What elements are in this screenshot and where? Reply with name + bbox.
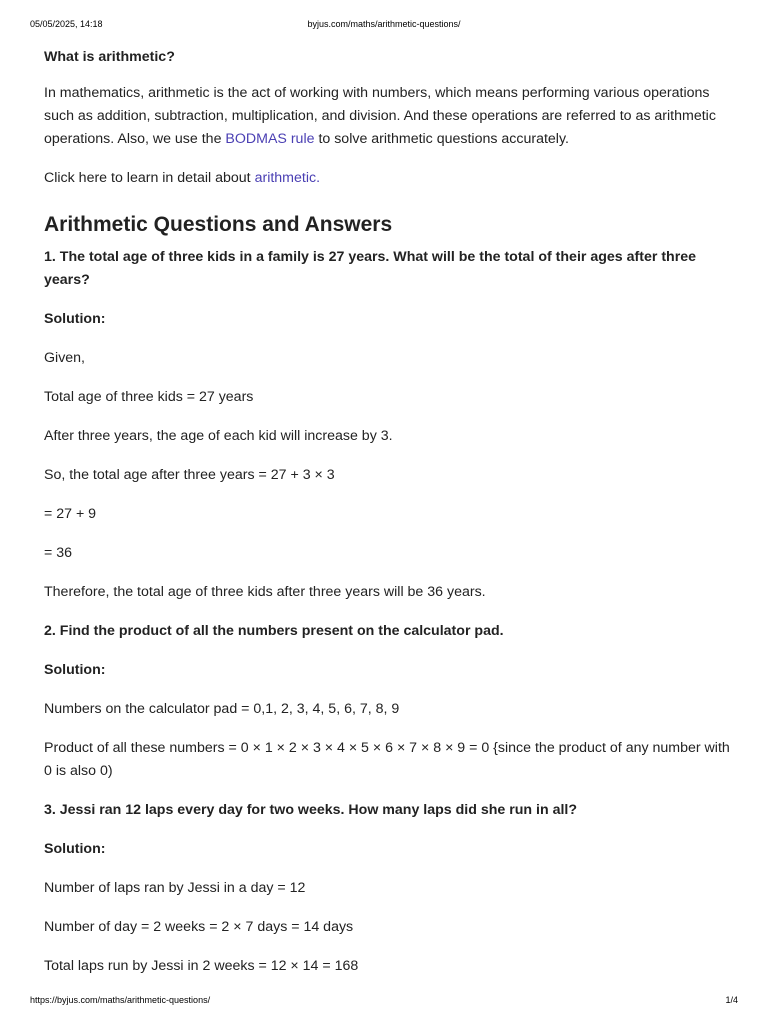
question-1: 1. The total age of three kids in a family is 27 years. What will be the total of their ages after three years? [44, 249, 697, 288]
q3-step: Total laps run by Jessi in 2 weeks = 12 × 14 = 168 [44, 958, 359, 974]
q3-step: Number of day = 2 weeks = 2 × 7 days = 14 days [44, 919, 354, 935]
q1-solution-label: Solution: [44, 311, 106, 327]
q2-step: Numbers on the calculator pad = 0,1, 2, 3, 4, 5, 6, 7, 8, 9 [44, 701, 400, 717]
arithmetic-link[interactable]: arithmetic [254, 170, 317, 186]
learn-more-prefix: Click here to learn in detail about [44, 170, 255, 186]
section-title: Arithmetic Questions and Answers [44, 213, 393, 236]
q2-solution-label: Solution: [44, 662, 106, 678]
question-3: 3. Jessi ran 12 laps every day for two weeks. How many laps did she run in all? [44, 802, 578, 818]
learn-more-line [44, 167, 734, 190]
q1-step: Total age of three kids = 27 years [44, 389, 254, 405]
print-footer [0, 995, 768, 1007]
print-header [0, 19, 768, 31]
learn-more-suffix: . [316, 170, 321, 186]
print-full-url: https://byjus.com/maths/arithmetic-questions/ [30, 995, 211, 1005]
print-page-url: byjus.com/maths/arithmetic-questions/ [307, 19, 461, 29]
intro-paragraph [44, 82, 734, 151]
bodmas-rule-link[interactable]: BODMAS rule [225, 131, 315, 147]
q1-step: Therefore, the total age of three kids after three years will be 36 years. [44, 584, 486, 600]
q1-step: Given, [44, 350, 86, 366]
q1-step: So, the total age after three years = 27 + 3 × 3 [44, 467, 335, 483]
intro-heading: What is arithmetic? [44, 49, 175, 65]
q2-step: Product of all these numbers = 0 × 1 × 2 × 3 × 4 × 5 × 6 × 7 × 8 × 9 = 0 {since the product of any number with 0 is also 0) [44, 740, 730, 779]
question-2: 2. Find the product of all the numbers present on the calculator pad. [44, 623, 504, 639]
intro-text-after-link: to solve arithmetic questions accurately. [314, 131, 569, 147]
q3-step: Number of laps ran by Jessi in a day = 12 [44, 880, 306, 896]
article-content [44, 46, 734, 994]
q3-solution-label: Solution: [44, 841, 106, 857]
intro-text-before-link: In mathematics, arithmetic is the act of working with numbers, which means performing various operations such as addition, subtraction, multiplication, and division. And these operations are referred to as arithmetic operations. Also, we use the [44, 85, 716, 147]
print-page-number: 1/4 [725, 995, 738, 1005]
q1-step: = 27 + 9 [44, 506, 97, 522]
q1-step: After three years, the age of each kid will increase by 3. [44, 428, 393, 444]
print-datetime: 05/05/2025, 14:18 [30, 19, 103, 29]
q1-step: = 36 [44, 545, 73, 561]
